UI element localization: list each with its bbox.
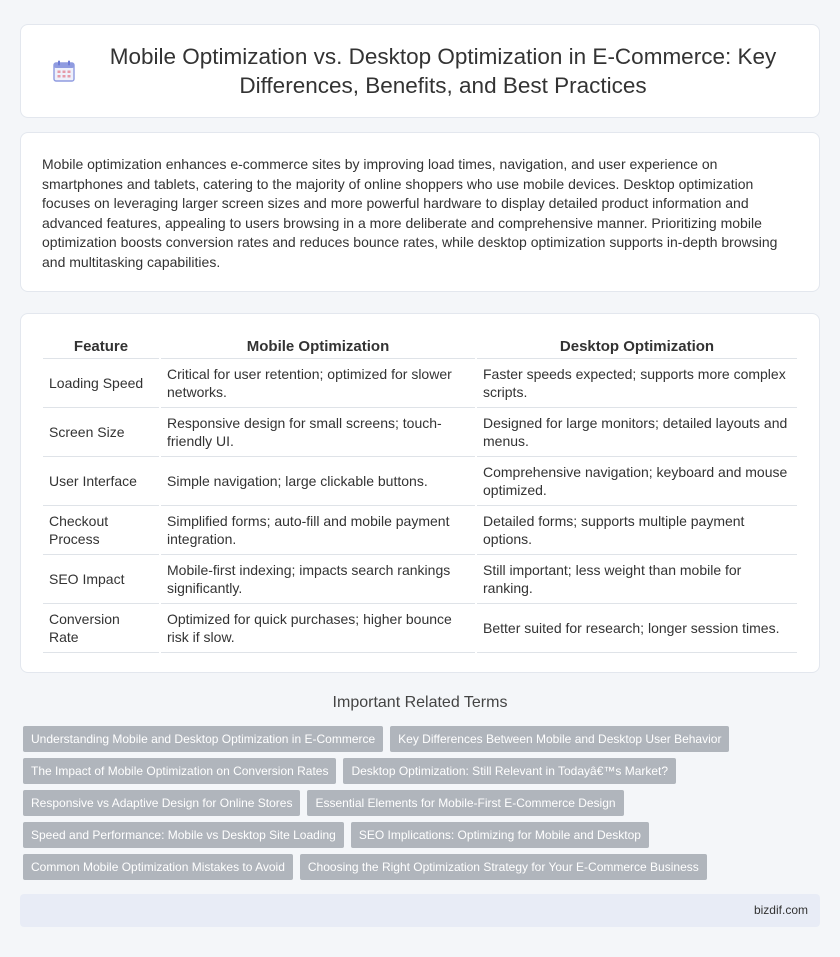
cell-desktop: Better suited for research; longer session times.	[476, 603, 797, 652]
cell-desktop: Faster speeds expected; supports more complex scripts.	[476, 358, 797, 407]
cell-mobile: Simple navigation; large clickable buttons.	[160, 456, 476, 505]
header-card	[20, 24, 820, 118]
cell-desktop: Comprehensive navigation; keyboard and mouse optimized.	[476, 456, 797, 505]
related-term-tag[interactable]: Speed and Performance: Mobile vs Desktop Site Loading	[23, 822, 344, 848]
cell-feature: User Interface	[43, 456, 160, 505]
table-row	[43, 505, 797, 554]
header-desktop-optimization: Desktop Optimization	[476, 334, 797, 358]
cell-desktop: Still important; less weight than mobile for ranking.	[476, 554, 797, 603]
summary-card	[20, 132, 820, 292]
cell-desktop: Detailed forms; supports multiple payment options.	[476, 505, 797, 554]
cell-desktop: Designed for large monitors; detailed layouts and menus.	[476, 407, 797, 456]
related-term-tag[interactable]: Desktop Optimization: Still Relevant in Todayâ€™s Market?	[343, 758, 676, 784]
cell-feature: Checkout Process	[43, 505, 160, 554]
cell-mobile: Critical for user retention; optimized for slower networks.	[160, 358, 476, 407]
table-header-row	[43, 334, 797, 358]
related-terms-heading: Important Related Terms	[332, 694, 508, 711]
cell-feature: Screen Size	[43, 407, 160, 456]
footer	[20, 894, 820, 927]
table-row	[43, 358, 797, 407]
page-title: Mobile Optimization vs. Desktop Optimization in E-Commerce: Key Differences, Benefits, and Best Practices	[109, 44, 777, 98]
cell-mobile: Mobile-first indexing; impacts search rankings significantly.	[160, 554, 476, 603]
related-term-tag[interactable]: Choosing the Right Optimization Strategy for Your E-Commerce Business	[300, 854, 707, 880]
table-row	[43, 456, 797, 505]
related-term-tag[interactable]: The Impact of Mobile Optimization on Conversion Rates	[23, 758, 336, 784]
related-term-tag[interactable]: Common Mobile Optimization Mistakes to Avoid	[23, 854, 293, 880]
comparison-table-card	[20, 313, 820, 673]
table-row	[43, 603, 797, 652]
related-term-tag[interactable]: Essential Elements for Mobile-First E-Commerce Design	[307, 790, 623, 816]
related-terms-list	[23, 726, 823, 880]
summary-paragraph: Mobile optimization enhances e-commerce sites by improving load times, navigation, and user experience on smartphones and tablets, catering to the majority of online shoppers who use mobile devices. Desktop optimization focuses on leveraging larger screen sizes and more powerful hardware to display detailed product information and advanced features, appealing to users browsing in a more deliberate and comprehensive manner. Prioritizing mobile optimization boosts conversion rates and reduces bounce rates, while desktop optimization supports in-depth browsing and multitasking capabilities.	[42, 156, 778, 270]
header-feature: Feature	[43, 334, 160, 358]
comparison-table	[43, 334, 797, 653]
calendar-icon	[51, 58, 77, 84]
cell-mobile: Simplified forms; auto-fill and mobile payment integration.	[160, 505, 476, 554]
related-term-tag[interactable]: SEO Implications: Optimizing for Mobile and Desktop	[351, 822, 649, 848]
cell-feature: SEO Impact	[43, 554, 160, 603]
related-term-tag[interactable]: Responsive vs Adaptive Design for Online Stores	[23, 790, 300, 816]
cell-feature: Loading Speed	[43, 358, 160, 407]
header-mobile-optimization: Mobile Optimization	[160, 334, 476, 358]
related-term-tag[interactable]: Key Differences Between Mobile and Desktop User Behavior	[390, 726, 729, 752]
table-row	[43, 407, 797, 456]
table-row	[43, 554, 797, 603]
footer-brand[interactable]: bizdif.com	[753, 903, 808, 917]
cell-feature: Conversion Rate	[43, 603, 160, 652]
cell-mobile: Optimized for quick purchases; higher bounce risk if slow.	[160, 603, 476, 652]
cell-mobile: Responsive design for small screens; touch-friendly UI.	[160, 407, 476, 456]
related-term-tag[interactable]: Understanding Mobile and Desktop Optimization in E-Commerce	[23, 726, 383, 752]
